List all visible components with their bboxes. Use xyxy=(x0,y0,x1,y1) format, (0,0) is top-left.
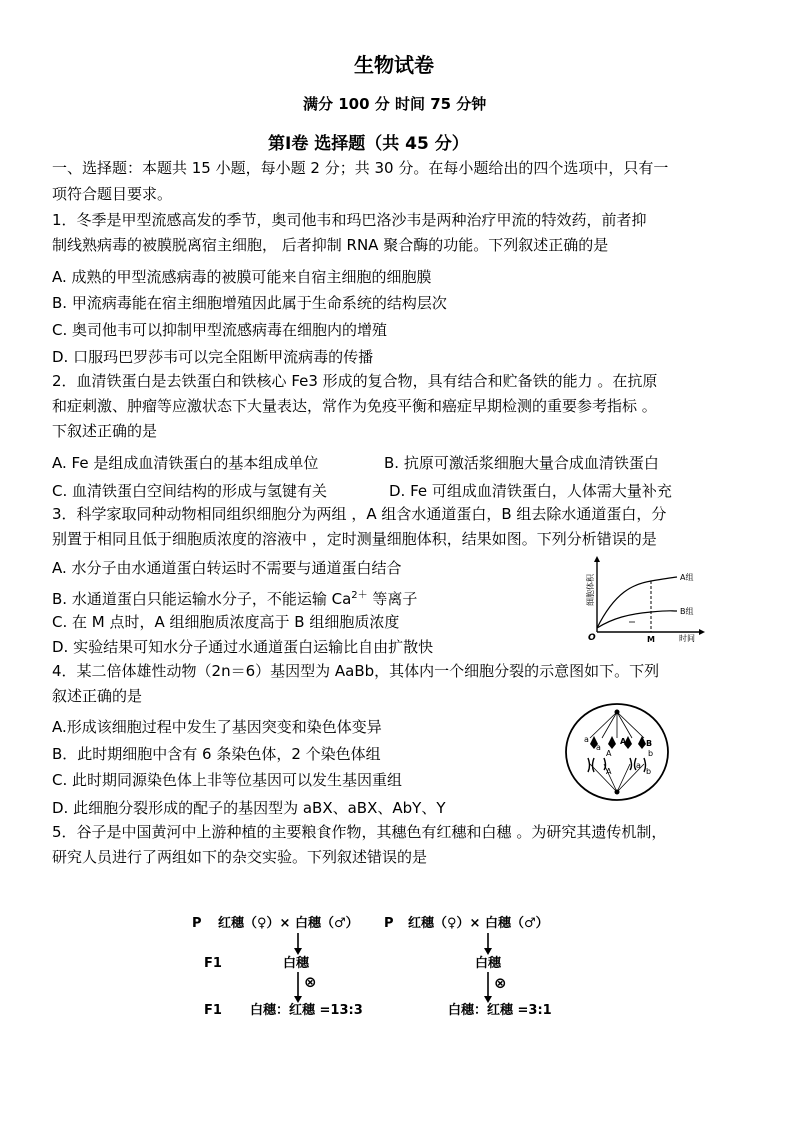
q2-option-a: A. Fe 是组成血清铁蛋白的基本组成单位 xyxy=(52,454,319,472)
q1-stem-2: 制线熟病毒的被膜脱离宿主细胞， 后者抑制 RNA 聚合酶的功能。下列叙述正确的是 xyxy=(52,236,609,254)
page-title: 生物试卷 xyxy=(354,53,434,77)
gene-label-b2: b xyxy=(646,767,652,776)
graph-x-arrow xyxy=(699,629,705,635)
curve-b xyxy=(597,611,677,628)
graph-ylabel: 细胞体积 xyxy=(586,574,595,606)
q2-option-d: D. Fe 可组成血清铁蛋白，人体需大量补充 xyxy=(389,482,672,500)
q1-option-b: B. 甲流病毒能在宿主细胞增殖因此属于生命系统的结构层次 xyxy=(52,294,447,312)
q5-stem-1: 5．谷子是中国黄河中上游种植的主要粮食作物，其穗色有红穗和白穗 。为研究其遗传机制， xyxy=(52,823,667,841)
q1-option-a: A. 成熟的甲型流感病毒的被膜可能来自宿主细胞的细胞膜 xyxy=(52,268,432,286)
gene-label-A1: A xyxy=(620,737,627,746)
q2-stem-2: 和症刺激、肿瘤等应激状态下大量表达，常作为免疫平衡和癌症早期检测的重要参考指标 。 xyxy=(52,397,657,415)
q2-option-b: B. 抗原可激活浆细胞大量合成血清铁蛋白 xyxy=(384,454,659,472)
cross-self-left: ⊗ xyxy=(304,973,317,991)
q3-option-d: D. 实验结果可知水分子通过水通道蛋白运输比自由扩散快 xyxy=(52,638,434,656)
q3-ion-charge: 2＋ xyxy=(351,590,368,601)
arrow-head-f1-f2-left xyxy=(294,996,302,1003)
graph-m-label: M xyxy=(647,635,655,644)
q4-option-b: B．此时期细胞中含有 6 条染色体，2 个染色体组 xyxy=(52,745,381,763)
centrosome-bottom xyxy=(615,790,620,795)
curve-a xyxy=(597,577,677,628)
q4-stem-1: 4．某二倍体雄性动物（2n＝6）基因型为 AaBb，其体内一个细胞分裂的示意图如下。下列 xyxy=(52,662,660,680)
q4-option-c: C. 此时期同源染色体上非等位基因可以发生基因重组 xyxy=(52,771,403,789)
exam-subtitle: 满分 100 分 时间 75 分钟 xyxy=(303,95,487,113)
q3-option-b xyxy=(52,585,417,610)
gene-label-a3: a xyxy=(636,761,641,770)
instructions-line-1: 一、选择题：本题共 15 小题，每小题 2 分；共 30 分。在每小题给出的四个选项中，只有一 xyxy=(52,159,669,177)
q3-option-b-tail: 等离子 xyxy=(367,590,418,608)
arrow-head-p-f1-left xyxy=(294,948,302,955)
arrow-head-p-f1-right xyxy=(484,948,492,955)
gene-label-b1: b xyxy=(648,749,654,758)
cell-volume-graph xyxy=(585,556,710,644)
arrow-head-f1-f2-right xyxy=(484,996,492,1003)
q5-stem-2: 研究人员进行了两组如下的杂交实验。下列叙述错误的是 xyxy=(52,848,428,866)
gene-label-a1: a xyxy=(584,735,589,744)
cross-p-right: 红穗（♀）× 白穗（♂） xyxy=(408,916,549,931)
q3-stem-2: 别置于相同且低于细胞质浓度的溶液中 ，定时测量细胞体积，结果如图。下列分析错误的是 xyxy=(52,530,657,548)
cross-diagram xyxy=(190,905,600,1025)
graph-origin: O xyxy=(588,633,596,643)
q4-option-d: D. 此细胞分裂形成的配子的基因型为 aBX、aBX、AbY、Y xyxy=(52,799,446,817)
gene-label-A3: A xyxy=(606,767,612,776)
series-b-label: B组 xyxy=(680,607,694,616)
q3-ion: Ca xyxy=(331,590,352,608)
q3-option-b-text: B. 水通道蛋白只能运输水分子，不能运输 xyxy=(52,590,332,608)
graph-y-arrow xyxy=(594,556,600,562)
gene-label-B: B xyxy=(646,739,653,748)
cell-division-diagram xyxy=(562,700,672,804)
q3-option-c: C. 在 M 点时，A 组细胞质浓度高于 B 组细胞质浓度 xyxy=(52,613,400,631)
cross-p-label: P xyxy=(192,916,202,931)
series-a-label: A组 xyxy=(680,573,694,582)
cross-f2-left: 白穗：红穗 =13:3 xyxy=(250,1003,363,1018)
q3-option-a: A. 水分子由水通道蛋白转运时不需要与通道蛋白结合 xyxy=(52,559,402,577)
gene-label-A2: A xyxy=(606,749,612,758)
q2-stem-3: 下叙述正确的是 xyxy=(52,422,158,440)
instructions-line-2: 项符合题目要求。 xyxy=(52,185,173,203)
cross-f2-right: 白穗：红穗 =3:1 xyxy=(448,1003,552,1018)
cross-f1-label: F1 xyxy=(204,956,222,971)
q1-option-d: D. 口服玛巴罗莎韦可以完全阻断甲流病毒的传播 xyxy=(52,348,374,366)
q4-option-a: A.形成该细胞过程中发生了基因突变和染色体变异 xyxy=(52,718,382,736)
q1-stem-1: 1．冬季是甲型流感高发的季节，奥司他韦和玛巴洛沙韦是两种治疗甲流的特效药，前者抑 xyxy=(52,211,647,229)
q2-option-c: C. 血清铁蛋白空间结构的形成与氢键有关 xyxy=(52,482,328,500)
cross-f1-right: 白穗 xyxy=(475,956,502,971)
cross-p-mid: P xyxy=(384,916,394,931)
q2-stem-1: 2．血清铁蛋白是去铁蛋白和铁核心 Fe3 形成的复合物，具有结合和贮备铁的能力 。在抗原 xyxy=(52,372,658,390)
q3-stem-1: 3．科学家取同种动物相同组织细胞分为两组 ，A 组含水通道蛋白，B 组去除水通道蛋白，分 xyxy=(52,505,667,523)
spindle-top xyxy=(590,712,644,738)
cross-p-left: 红穗（♀）× 白穗（♂） xyxy=(218,916,359,931)
cross-f2-label: F1 xyxy=(204,1003,222,1018)
gene-label-a2: a xyxy=(596,743,601,752)
section-title: 第Ⅰ卷 选择题（共 45 分） xyxy=(268,134,469,154)
q1-option-c: C. 奥司他韦可以抑制甲型流感病毒在细胞内的增殖 xyxy=(52,321,388,339)
cross-f1-left: 白穗 xyxy=(283,956,310,971)
centrosome-top xyxy=(615,710,620,715)
q4-stem-2: 叙述正确的是 xyxy=(52,687,143,705)
cross-self-right: ⊗ xyxy=(494,974,507,992)
graph-xlabel: 时间 xyxy=(679,634,695,643)
